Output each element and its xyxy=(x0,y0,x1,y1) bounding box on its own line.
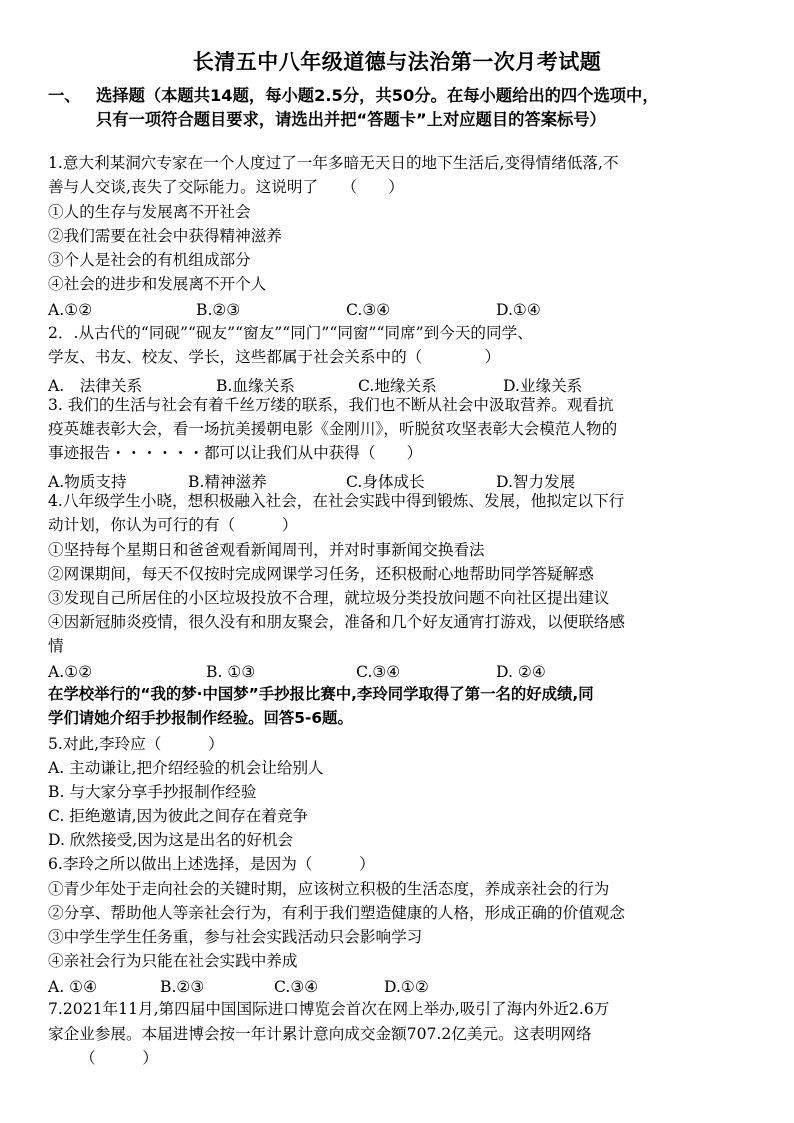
q2-option-d: D.业缘关系 xyxy=(503,377,583,395)
q4-option-d: D. ②④ xyxy=(496,663,546,681)
q6-statement-1: ①青少年处于走向社会的关键时期，应该树立积极的生活态度，养成亲社会的行为 xyxy=(48,880,610,898)
q1-statement-3: ③个人是社会的有机组成部分 xyxy=(48,251,251,269)
q1-statement-1: ①人的生存与发展离不开社会 xyxy=(48,203,251,221)
q5-option-d: D. 欣然接受,因为这是出名的好机会 xyxy=(48,831,294,849)
q6-statement-4: ④亲社会行为只能在社会实践中养成 xyxy=(48,952,298,970)
q6-stem: 6.李玲之所以做出上述选择，是因为（ ） xyxy=(48,855,375,873)
section-number: 一、 xyxy=(48,86,81,105)
q7-stem-line2: 家企业参展。本届进博会按一年计累计意向成交金额707.2亿美元。这表明网络 xyxy=(48,1025,592,1043)
q2-option-c: C.地缘关系 xyxy=(358,377,437,395)
q4-statement-2: ②网课期间，每天不仅按时完成网课学习任务，还积极耐心地帮助同学答疑解惑 xyxy=(48,565,594,583)
q3-stem-line2: 疫英雄表彰大会，看一场抗美援朝电影《金刚川》，听脱贫攻坚表彰大会模范人物的 xyxy=(48,420,618,438)
q1-statement-4: ④社会的进步和发展离不开个人 xyxy=(48,275,267,293)
q7-answer-blank: （ ） xyxy=(80,1049,158,1067)
q1-option-c: C.③④ xyxy=(346,301,391,319)
q6-statement-3: ③中学生学生任务重，参与社会实践活动只会影响学习 xyxy=(48,928,423,946)
q3-options xyxy=(48,470,768,491)
q1-option-a: A.①② xyxy=(48,301,93,319)
q6-options xyxy=(48,978,768,996)
exam-title: 长清五中八年级道德与法治第一次月考试题 xyxy=(192,50,602,74)
q4-statement-1: ①坚持每个星期日和爸爸观看新闻周刊，并对时事新闻交换看法 xyxy=(48,541,485,559)
q4-option-a: A.①② xyxy=(48,663,93,681)
q4-option-c: C.③④ xyxy=(356,663,401,681)
q2-option-a: A. 法律关系 xyxy=(48,377,143,395)
q5-stem: 5.对此,李玲应（ ） xyxy=(48,735,224,753)
q7-stem-line1: 7.2021年11月,第四届中国国际进口博览会首次在网上举办,吸引了海内外近2.6万 xyxy=(48,1000,610,1018)
q4-statement-4-cont: 情 xyxy=(48,637,64,655)
q1-option-b: B.②③ xyxy=(196,301,241,319)
q1-statement-2: ②我们需要在社会中获得精神滋养 xyxy=(48,227,282,245)
q3-option-d: D.智力发展 xyxy=(496,473,576,491)
q1-option-d: D.①④ xyxy=(496,301,541,319)
q4-stem-line1: 4.八年级学生小晓，想积极融入社会，在社会实践中得到锻炼、发展，他拟定以下行 xyxy=(48,492,625,510)
q2-stem-line2: 学友、书友、校友、学长，这些都属于社会关系中的（ ） xyxy=(48,348,501,366)
q1-options xyxy=(48,301,768,319)
q4-stem-line2: 动计划，你认为可行的有（ ） xyxy=(48,516,298,534)
material-line2: 学们请她介绍手抄报制作经验。回答5-6题。 xyxy=(48,709,353,727)
q4-options xyxy=(48,663,768,681)
q3-option-a: A.物质支持 xyxy=(48,473,127,491)
q3-stem-line1: 3. 我们的生活与社会有着千丝万缕的联系，我们也不断从社会中汲取营养。观看抗 xyxy=(48,396,614,414)
q5-option-c: C. 拒绝邀请,因为彼此之间存在着竞争 xyxy=(48,807,309,825)
section-instruction-line1: 选择题（本题共14题，每小题2.5分，共50分。在每小题给出的四个选项中， xyxy=(96,86,659,105)
q2-option-b: B.血缘关系 xyxy=(216,377,295,395)
q2-stem-line1: 2．.从古代的“同砚”“砚友”“窗友”“同门”“同窗”“同席”到今天的同学、 xyxy=(48,324,533,342)
material-line1: 在学校举行的“我的梦·中国梦”手抄报比赛中,李玲同学取得了第一名的好成绩,同 xyxy=(48,685,594,703)
q6-option-a: A. ①④ xyxy=(48,978,98,996)
q4-option-b: B. ①③ xyxy=(206,663,256,681)
q5-option-b: B. 与大家分享手抄报制作经验 xyxy=(48,783,257,801)
q3-stem-line3: 事迹报告・・・・・・都可以让我们从中获得（ ） xyxy=(48,444,423,462)
section-instruction-line2: 只有一项符合题目要求，请选出并把“答题卡”上对应题目的答案标号） xyxy=(96,110,606,129)
q3-option-c: C.身体成长 xyxy=(346,473,425,491)
q1-stem-line2: 善与人交谈,丧失了交际能力。这说明了 （ ） xyxy=(48,178,404,196)
q2-options xyxy=(48,374,768,395)
q1-stem-line1: 1.意大利某洞穴专家在一个人度过了一年多暗无天日的地下生活后,变得情绪低落,不 xyxy=(48,154,619,172)
q6-option-c: C.③④ xyxy=(274,978,319,996)
q4-statement-3: ③发现自己所居住的小区垃圾投放不合理，就垃圾分类投放问题不向社区提出建议 xyxy=(48,589,610,607)
q5-option-a: A. 主动谦让,把介绍经验的机会让给别人 xyxy=(48,759,324,777)
q6-statement-2: ②分享、帮助他人等亲社会行为，有利于我们塑造健康的人格，形成正确的价值观念 xyxy=(48,904,625,922)
q6-option-d: D.①② xyxy=(384,978,429,996)
q4-statement-4: ④因新冠肺炎疫情，很久没有和朋友聚会，准备和几个好友通宵打游戏，以便联络感 xyxy=(48,613,625,631)
q6-option-b: B.②③ xyxy=(160,978,205,996)
q3-option-b: B.精神滋养 xyxy=(188,473,267,491)
